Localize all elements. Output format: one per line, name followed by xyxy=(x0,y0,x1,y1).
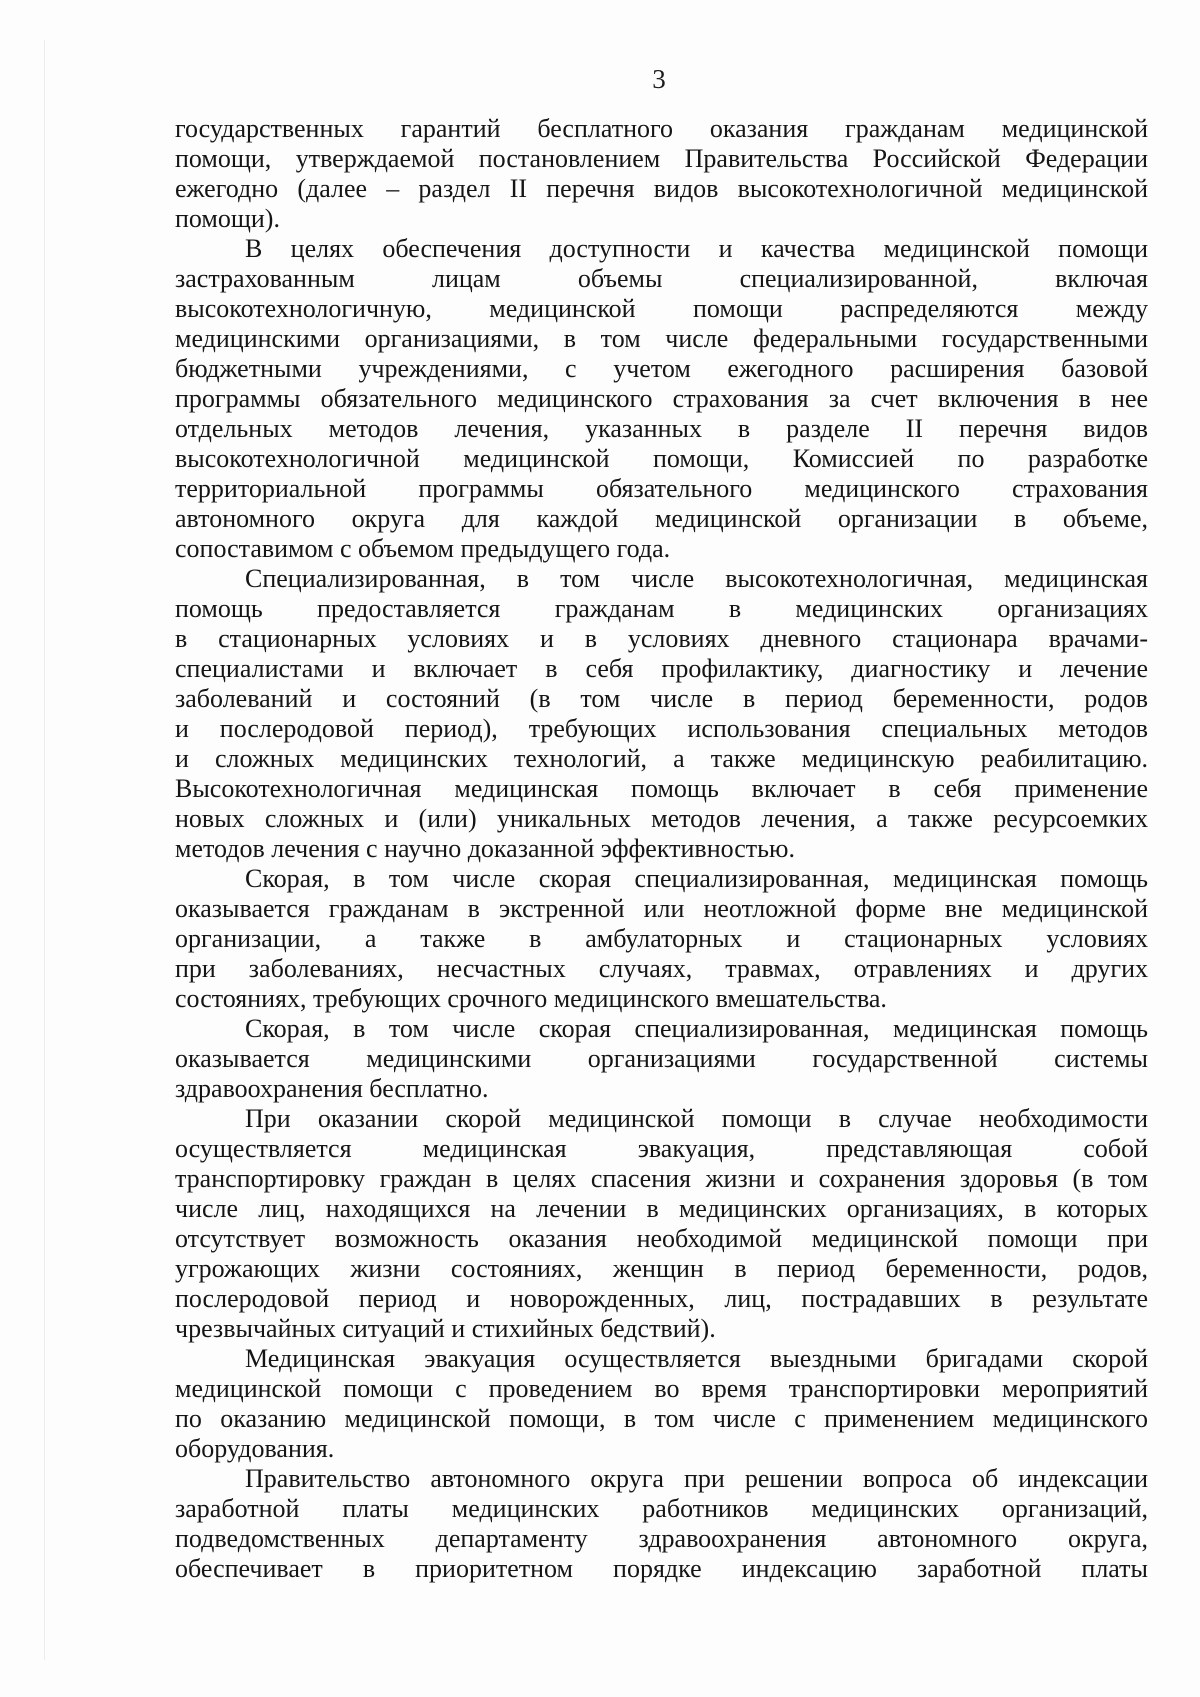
text-line: высокотехнологичную, медицинской помощи распределяются между xyxy=(175,294,1148,323)
text-line: помощи). xyxy=(175,204,280,233)
paragraph xyxy=(175,114,1148,234)
text-line: послеродовой период и новорожденных, лиц, пострадавших в результате xyxy=(175,1284,1148,1313)
text-line: оказывается гражданам в экстренной или неотложной форме вне медицинской xyxy=(175,894,1148,923)
text-line: сопоставимом с объемом предыдущего года. xyxy=(175,534,671,563)
paragraph xyxy=(175,1104,1148,1344)
text-line: помощь предоставляется гражданам в медицинских организациях xyxy=(175,594,1148,623)
text-line: территориальной программы обязательного медицинского страхования xyxy=(175,474,1148,503)
text-line: программы обязательного медицинского страхования за счет включения в нее xyxy=(175,384,1148,413)
text-line: организации, а также в амбулаторных и стационарных условиях xyxy=(175,924,1148,953)
paragraph xyxy=(175,1344,1148,1464)
text-line: отсутствует возможность оказания необходимой медицинской помощи при xyxy=(175,1224,1148,1253)
paragraph xyxy=(175,234,1148,564)
text-line: по оказанию медицинской помощи, в том числе с применением медицинского xyxy=(175,1404,1148,1433)
text-line: оборудования. xyxy=(175,1434,335,1463)
text-line: медицинскими организациями, в том числе федеральными государственными xyxy=(175,324,1148,353)
text-line: При оказании скорой медицинской помощи в случае необходимости xyxy=(245,1104,1148,1133)
text-line: государственных гарантий бесплатного оказания гражданам медицинской xyxy=(175,114,1148,143)
scan-edge-line xyxy=(44,40,45,1660)
text-line: чрезвычайных ситуаций и стихийных бедствий). xyxy=(175,1314,716,1343)
text-line: числе лиц, находящихся на лечении в медицинских организациях, в которых xyxy=(175,1194,1148,1223)
text-line: ежегодно (далее – раздел II перечня видов высокотехнологичной медицинской xyxy=(175,174,1148,203)
text-line: методов лечения с научно доказанной эффективностью. xyxy=(175,834,795,863)
text-line: заболеваний и состояний (в том числе в период беременности, родов xyxy=(175,684,1148,713)
text-line: и послеродовой период), требующих использования специальных методов xyxy=(175,714,1148,743)
text-line: автономного округа для каждой медицинской организации в объеме, xyxy=(175,504,1148,533)
text-line: Медицинская эвакуация осуществляется выездными бригадами скорой xyxy=(245,1344,1148,1373)
document-body xyxy=(175,114,1148,1584)
text-line: Скорая, в том числе скорая специализированная, медицинская помощь xyxy=(245,1014,1148,1043)
text-line: Правительство автономного округа при решении вопроса об индексации xyxy=(245,1464,1148,1493)
text-line: отдельных методов лечения, указанных в разделе II перечня видов xyxy=(175,414,1148,443)
text-line: подведомственных департаменту здравоохранения автономного округа, xyxy=(175,1524,1148,1553)
text-line: бюджетными учреждениями, с учетом ежегодного расширения базовой xyxy=(175,354,1148,383)
text-line: в стационарных условиях и в условиях дневного стационара врачами- xyxy=(175,624,1148,653)
paragraph xyxy=(175,1014,1148,1104)
text-line: Скорая, в том числе скорая специализированная, медицинская помощь xyxy=(245,864,1148,893)
paragraph xyxy=(175,1464,1148,1584)
paragraph xyxy=(175,564,1148,864)
page-number: 3 xyxy=(652,64,666,94)
text-line: осуществляется медицинская эвакуация, представляющая собой xyxy=(175,1134,1148,1163)
text-line: транспортировку граждан в целях спасения жизни и сохранения здоровья (в том xyxy=(175,1164,1148,1193)
text-line: В целях обеспечения доступности и качества медицинской помощи xyxy=(245,234,1148,263)
paragraph xyxy=(175,864,1148,1014)
text-line: Специализированная, в том числе высокотехнологичная, медицинская xyxy=(245,564,1148,593)
text-line: заработной платы медицинских работников медицинских организаций, xyxy=(175,1494,1148,1523)
text-line: медицинской помощи с проведением во время транспортировки мероприятий xyxy=(175,1374,1148,1403)
text-line: новых сложных и (или) уникальных методов лечения, а также ресурсоемких xyxy=(175,804,1148,833)
text-line: и сложных медицинских технологий, а также медицинскую реабилитацию. xyxy=(175,744,1148,773)
text-line: Высокотехнологичная медицинская помощь включает в себя применение xyxy=(175,774,1148,803)
text-line: высокотехнологичной медицинской помощи, Комиссией по разработке xyxy=(175,444,1148,473)
text-line: угрожающих жизни состояниях, женщин в период беременности, родов, xyxy=(175,1254,1148,1283)
text-line: обеспечивает в приоритетном порядке индексацию заработной платы xyxy=(175,1554,1148,1583)
text-line: состояниях, требующих срочного медицинского вмешательства. xyxy=(175,984,887,1013)
text-line: здравоохранения бесплатно. xyxy=(175,1074,489,1103)
text-line: помощи, утверждаемой постановлением Правительства Российской Федерации xyxy=(175,144,1148,173)
text-line: оказывается медицинскими организациями государственной системы xyxy=(175,1044,1148,1073)
text-line: застрахованным лицам объемы специализированной, включая xyxy=(175,264,1148,293)
text-line: при заболеваниях, несчастных случаях, травмах, отравлениях и других xyxy=(175,954,1148,983)
text-line: специалистами и включает в себя профилактику, диагностику и лечение xyxy=(175,654,1148,683)
